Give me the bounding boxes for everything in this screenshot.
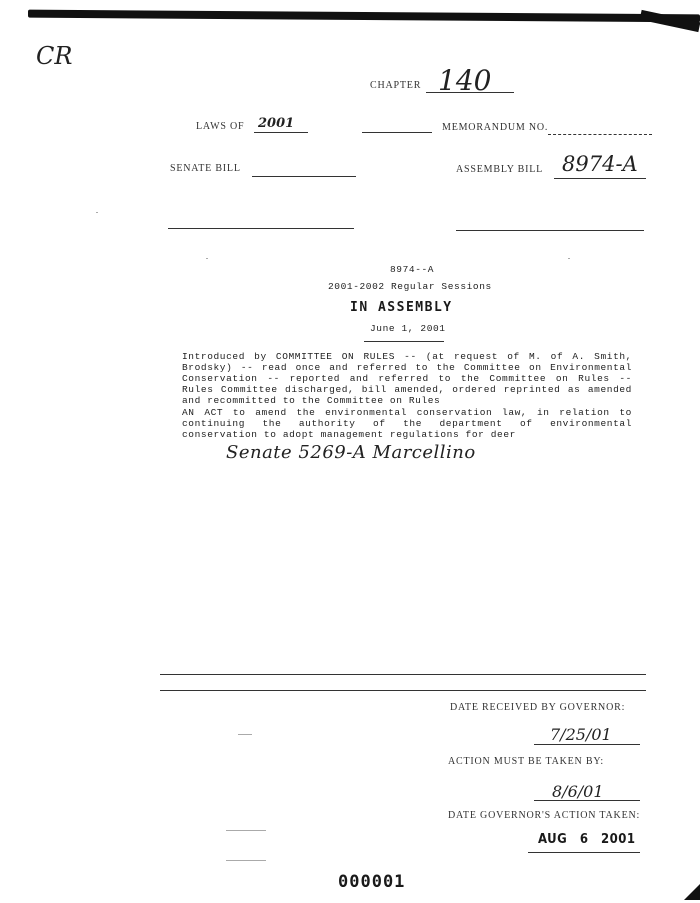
laws-of-year: 2001 bbox=[258, 116, 295, 131]
memorandum-pre-line bbox=[362, 132, 432, 133]
separator-line-1 bbox=[160, 674, 646, 675]
action-by-value: 8/6/01 bbox=[552, 782, 604, 801]
scan-bottom-corner bbox=[684, 884, 700, 900]
laws-of-label: LAWS OF bbox=[196, 121, 245, 132]
scan-speck bbox=[226, 830, 266, 831]
scan-speck bbox=[238, 734, 252, 735]
assembly-bill-label: ASSEMBLY BILL bbox=[456, 164, 544, 175]
date-received-line bbox=[534, 744, 640, 745]
bill-number: 8974--A bbox=[390, 264, 435, 275]
page-number: 000001 bbox=[338, 872, 406, 892]
laws-of-line bbox=[254, 132, 308, 133]
action-taken-line bbox=[528, 852, 640, 853]
date-received-label: DATE RECEIVED BY GOVERNOR: bbox=[450, 702, 626, 713]
action-taken-stamp: AUG 6 2001 bbox=[538, 832, 636, 847]
blank-line-left bbox=[168, 228, 354, 229]
session-text: 2001-2002 Regular Sessions bbox=[328, 281, 492, 292]
blank-line-right bbox=[456, 230, 644, 231]
memorandum-label: MEMORANDUM NO. bbox=[442, 122, 549, 133]
action-by-label: ACTION MUST BE TAKEN BY: bbox=[448, 756, 605, 767]
margin-initials: CR bbox=[36, 42, 73, 70]
separator-line-2 bbox=[160, 690, 646, 691]
scan-speck bbox=[568, 258, 570, 259]
senate-bill-label: SENATE BILL bbox=[170, 163, 241, 174]
assembly-bill-line bbox=[554, 178, 646, 179]
action-by-line bbox=[534, 800, 640, 801]
act-title-paragraph: AN ACT to amend the environmental conservation law, in relation to continuing the authority of the department of environmental conservation to adopt management regulations for deer bbox=[182, 407, 632, 440]
bill-date: June 1, 2001 bbox=[370, 323, 446, 334]
introduction-paragraph: Introduced by COMMITTEE ON RULES -- (at request of M. of A. Smith, Brodsky) -- read once and referred to the Committee on Environmental Conservation -- reported and referred to the Committee on Rules -- Rules Committee discharged, bill amended, ordered reprinted as amended and recommitted to the Committee on Rules bbox=[182, 351, 632, 406]
action-taken-label: DATE GOVERNOR'S ACTION TAKEN: bbox=[448, 810, 641, 821]
memorandum-line bbox=[548, 134, 652, 135]
scan-speck bbox=[226, 860, 266, 861]
chamber-heading: IN ASSEMBLY bbox=[350, 300, 453, 315]
scan-top-border bbox=[28, 10, 700, 23]
scan-speck bbox=[96, 212, 98, 213]
senate-bill-line bbox=[252, 176, 356, 177]
senate-note: Senate 5269-A Marcellino bbox=[226, 442, 476, 463]
date-underline bbox=[364, 341, 444, 342]
date-received-value: 7/25/01 bbox=[550, 725, 612, 744]
chapter-number: 140 bbox=[438, 64, 492, 97]
scan-speck bbox=[206, 258, 208, 259]
chapter-label: CHAPTER bbox=[370, 80, 422, 91]
assembly-bill-number: 8974-A bbox=[562, 152, 638, 176]
